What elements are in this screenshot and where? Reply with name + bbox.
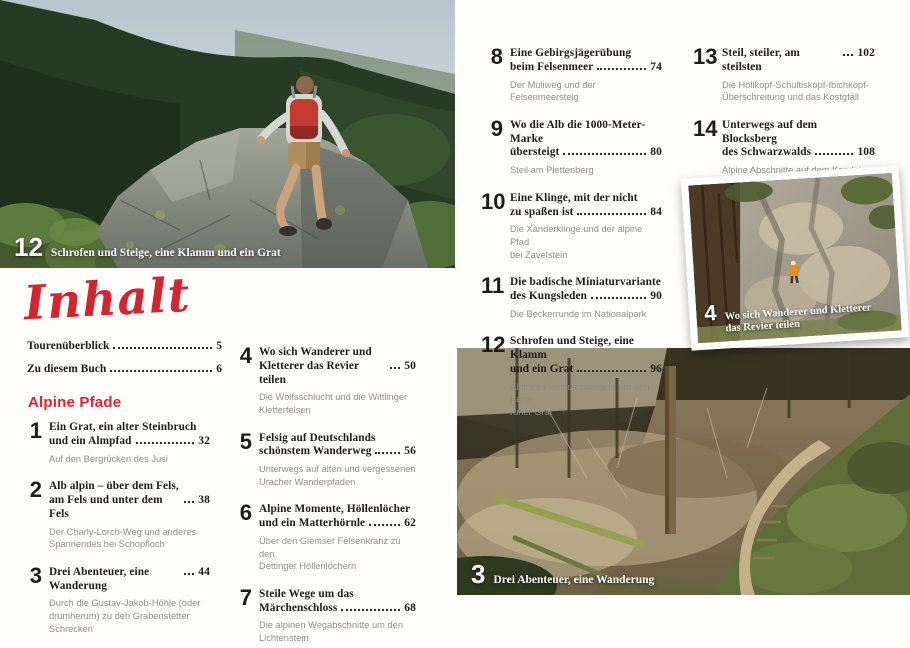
entry-number: 11 [481,273,505,299]
dot-leader [390,367,400,369]
entry-subtitle: Alpines Premiumwandern um den Karls- ruher Grat [510,381,650,417]
toc-column-2 [238,343,416,648]
dot-leader [110,370,212,372]
entry-number: 8 [490,44,503,69]
dot-leader [597,68,646,70]
toc-entry-11: 11 Die badische Miniaturvariante des Kungsleden 90 Die Beckerrunde im Nationalpark [481,273,662,319]
entry-number: 6 [239,500,252,526]
page-number: 56 [404,445,416,458]
dot-leader [375,452,400,454]
page-number: 74 [650,60,662,73]
toc-column-3 [481,44,662,434]
toc-front-item: Tourenüberblick 5 [27,340,222,352]
dot-leader [369,524,400,526]
entry-subtitle: Der Muliweg und der Felsenmeersteig [510,79,596,103]
entry-number: 10 [481,188,506,214]
caption-number: 4 [703,300,718,326]
page-number: 96 [650,362,662,375]
page-number: 102 [857,47,875,59]
dot-leader [577,213,646,215]
page-number: 5 [216,340,222,352]
entry-subtitle: Die Wolfsschlucht und die Wittlinger Kletterfelsen [259,392,408,415]
dot-leader [341,609,400,611]
photo-cliff-climber-tilted [681,165,909,350]
dot-leader [184,501,194,503]
photo-main-caption [14,234,281,260]
page-number: 62 [404,517,416,530]
page-number: 84 [650,205,662,218]
dot-leader [113,347,212,349]
dot-leader [136,442,195,444]
photo-main-art [0,0,455,268]
dot-leader [843,54,853,56]
entry-subtitle: Die Xanderklinge und der alpine Pfad bei Zavelstein [510,224,643,260]
entry-number: 12 [481,332,506,358]
page-number: 38 [198,493,210,506]
caption-text: Drei Abenteuer, eine Wanderung [493,574,655,586]
entry-subtitle: Die Höllkopf-Schultiskopf-Ibichkopf- Überschreitung und das Kostgfäll [722,79,869,103]
page-number: 6 [216,363,222,375]
toc-entry-2: 2 Alb alpin – über dem Fels, am Fels und unter dem Fels 38 Der Charly-Lorch-Weg und anderes Spannendes bei Schopfloch [29,477,210,550]
entry-subtitle: Unterwegs auf alten und vergessenen Uracher Wanderpfaden [259,464,416,487]
entry-subtitle: Die Beckerrunde im Nationalpark [510,308,647,319]
entry-subtitle: Über den Glemser Felsenkranz zu den Dettinger Höllenlöchern [259,535,401,572]
toc-entry-7: 7 Steile Wege um das Märchenschloss 68 Die alpinen Wegabschnitte um den Lichtenstein [239,584,416,643]
entry-number: 4 [239,343,252,368]
toc-entry-14: 14 Unterwegs auf dem Blocksberg des Schwarzwalds 108 Alpine Abschnitte auf dem Kandel [693,115,875,176]
caption-text: Schrofen und Steige, eine Klamm und ein Grat [50,247,281,259]
caption-number: 12 [14,232,43,262]
toc-front-item: Zu diesem Buch 6 [27,363,222,375]
entry-number: 7 [239,584,252,610]
caption-number: 3 [471,559,486,589]
page-number: 32 [198,434,210,447]
entry-number: 2 [29,477,42,503]
dot-leader [815,153,853,155]
toc-entry-4: 4 Wo sich Wanderer und Kletterer das Revier teilen 50 Die Wolfsschlucht und die Wittlinger Kletterfelsen [239,343,416,415]
photo-bottom-caption [471,561,654,587]
section-heading-alpine-pfade: Alpine Pfade [28,394,122,411]
dot-leader [591,297,646,299]
entry-number: 3 [29,562,42,588]
entry-number: 14 [693,115,718,141]
entry-subtitle: Steil am Plettenberg [510,165,594,176]
entry-number: 5 [239,428,252,454]
dot-leader [563,153,646,155]
entry-subtitle: Die alpinen Wegabschnitte um den Lichtenstein [259,620,404,643]
front-matter-list [27,340,222,386]
entry-number: 9 [490,115,503,141]
entry-subtitle: Durch die Gustav-Jakob-Höhle (oder drumherum) zu den Grabenstetter Schrecken [49,598,201,634]
dot-leader [184,573,194,575]
page-title-script: Inhalt [22,267,192,332]
entry-number: 1 [29,418,42,443]
entry-number: 13 [693,44,718,69]
page-number: 68 [404,601,416,614]
toc-entry-5: 5 Felsig auf Deutschlands schönstem Wanderweg 56 Unterwegs auf alten und vergessenen Uracher Wanderpfaden [239,428,416,487]
page-number: 90 [650,289,662,302]
page-number: 50 [404,359,416,372]
toc-entry-10: 10 Eine Klinge, mit der nicht zu spaßen ist 84 Die Xanderklinge und der alpine Pfad bei Zavelstein [481,188,662,260]
toc-entry-13: 13 Steil, steiler, am steilsten 102 Die Höllkopf-Schultiskopf-Ibichkopf- Überschreitung und das Kostgfäll [693,44,875,103]
toc-entry-8: 8 Eine Gebirgsjägerübung beim Felsenmeer 74 Der Muliweg und der Felsenmeersteig [481,47,662,104]
entry-subtitle: Der Charly-Lorch-Weg und anderes Spannendes bei Schopfloch [49,526,197,550]
entry-subtitle: Auf den Bergrücken des Jusi [49,453,168,464]
toc-column-1 [28,418,210,648]
dot-leader [577,370,646,372]
entry-subtitle: Alpine Abschnitte auf dem Kandel [722,165,862,176]
page-number: 108 [857,146,875,159]
page-number: 80 [650,146,662,159]
toc-entry-3: 3 Drei Abenteuer, eine Wanderung 44 Durch die Gustav-Jakob-Höhle (oder drumherum) zu den Grabenstetter Schrecken [29,562,210,634]
toc-entry-1: 1 Ein Grat, ein alter Steinbruch und ein Almpfad 32 Auf den Bergrücken des Jusi [29,418,210,464]
toc-entry-12: 12 Schrofen und Steige, eine Klamm und ein Grat 96 Alpines Premiumwandern um den Karls- ruher Grat [481,332,662,417]
photo-climber-on-grat [0,0,455,268]
caption-text: Wo sich Wanderer und Kletterer das Revier teilen [724,302,872,335]
page-number: 44 [198,565,210,578]
toc-entry-9: 9 Wo die Alb die 1000-Meter-Marke übersteigt 80 Steil am Plettenberg [481,119,662,177]
toc-entry-6: 6 Alpine Momente, Höllenlöcher und ein Matterhörnle 62 Über den Glemser Felsenkranz zu den Dettinger Höllenlöchern [239,500,416,572]
